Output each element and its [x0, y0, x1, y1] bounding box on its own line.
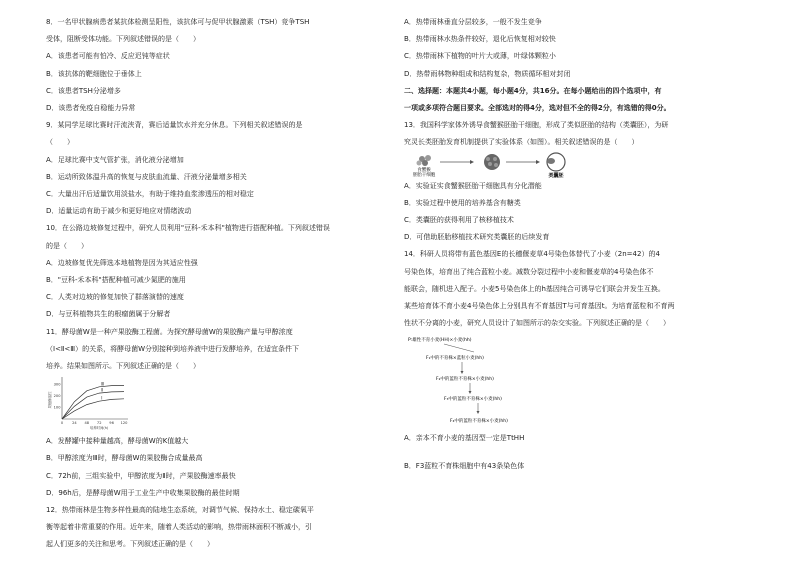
- q13-stem-2: 究灵长类胚胎发育机制提供了实验体系（如图）。相关叙述错误的是（ ）: [404, 138, 639, 147]
- q14-option-b[interactable]: B．F3蓝粒不育株细胞中有43条染色体: [404, 461, 525, 470]
- q14-stem-5: 性状不分离的小麦，研究人员设计了如图所示的杂交实验。下列叙述正确的是（ ）: [404, 319, 670, 328]
- q12-options: [404, 14, 754, 83]
- x-tick-label: 96: [109, 421, 114, 426]
- q11-option-d[interactable]: D．96h后，是酵母菌W用于工业生产中收集果胶酶的最佳时期: [46, 488, 240, 497]
- spacer: [404, 448, 754, 458]
- x-tick-label: 72: [96, 421, 102, 426]
- q8-option-c[interactable]: C．该患者TSH分泌增多: [46, 86, 121, 95]
- arrow-down-icon: [444, 344, 474, 352]
- arrow-down-icon: [477, 403, 480, 414]
- q11-chart-svg: [46, 375, 146, 433]
- question-10: [46, 220, 391, 323]
- x-tick-label: 120: [120, 421, 128, 426]
- q13-label-left-2: 胚胎干细胞: [412, 172, 436, 178]
- q10-option-c[interactable]: C．人类对边坡的修复加快了群落演替的速度: [46, 293, 184, 302]
- q14-stem-4: 某些培育体不育小麦4号染色体上分别具有不育基因T与可育基因t。为培育蓝粒和不育两: [404, 302, 675, 311]
- q10-option-b[interactable]: B．"豆科-禾本科"搭配种植可减少氮肥的施用: [46, 276, 186, 285]
- question-11: [46, 324, 391, 502]
- q13-option-c[interactable]: C．类囊胚的获得利用了核移植技术: [404, 216, 514, 225]
- q8-option-d[interactable]: D．该患者免疫自稳能力异常: [46, 104, 136, 113]
- right-column: [404, 14, 754, 475]
- series-line-1: [62, 386, 124, 420]
- q14-flowchart-svg: [404, 332, 604, 430]
- q10-option-a[interactable]: A．边坡修复优先筛选本地植物是因为其适应性强: [46, 258, 198, 267]
- flow-step-4: F₃中的蓝粒不育株×小麦(hh): [444, 397, 502, 403]
- q12-option-d[interactable]: D．热带雨林物种组成和结构复杂，物质循环相对封闭: [404, 69, 571, 78]
- q11-option-c[interactable]: C．72h前，三组实验中，甲醇浓度为Ⅱ时，产果胶酶速率最快: [46, 471, 236, 480]
- y-axis-label: 果胶酶活性: [48, 391, 52, 409]
- flow-step-1: P:雄性不育小麦(HH)×小麦(hh): [408, 338, 472, 344]
- q9-option-b[interactable]: B．运动所致体温升高的恢复与皮肤血流量、汗液分泌量增多相关: [46, 172, 247, 181]
- y-tick-label: 300: [53, 382, 61, 387]
- q11-option-b[interactable]: B．甲醇浓度为Ⅲ时，酵母菌W的果胶酶合成量最高: [46, 454, 203, 463]
- question-13: [404, 117, 754, 246]
- q12-stem-1: 12．热带雨林是生物多样性最高的陆地生态系统，对调节气候、保持水土、稳定碳氧平: [46, 506, 314, 515]
- q14-cross-flowchart: [404, 332, 604, 430]
- blastoid-icon: [547, 153, 565, 171]
- arrow-right-icon: [440, 160, 474, 164]
- arrow-down-icon: [461, 362, 464, 374]
- q11-stem-3: 培养。结果如图所示。下列叙述正确的是（ ）: [46, 362, 200, 371]
- q10-stem-1: 10．在公路边坡修复过程中，研究人员利用"豆科-禾本科"植物进行搭配种植。下列叙述错误: [46, 224, 330, 233]
- series-label: Ⅰ: [101, 395, 103, 401]
- question-8: [46, 14, 391, 117]
- q13-option-b[interactable]: B．实验过程中使用的培养基含有糖类: [404, 198, 521, 207]
- y-tick-label: 100: [53, 405, 61, 410]
- q8-stem-2: 受体，阻断受体功能。下列叙述错误的是（ ）: [46, 35, 200, 44]
- series-label: Ⅱ: [101, 387, 104, 393]
- q9-option-c[interactable]: C．大量出汗后适量饮用淡盐水，有助于维持血浆渗透压的相对稳定: [46, 190, 254, 199]
- q10-option-d[interactable]: D．与豆科植物共生的根瘤菌属于分解者: [46, 310, 171, 319]
- q11-line-chart: [46, 375, 146, 433]
- question-14: [404, 246, 754, 474]
- arrow-right-icon: [506, 160, 540, 164]
- series-line-3: [62, 399, 124, 419]
- x-axis-label: 培养时间(h): [89, 426, 109, 431]
- flow-step-2: F₁中的不育株×蓝粒小麦(hh): [426, 356, 484, 362]
- q13-diagram-svg: [410, 152, 590, 178]
- x-tick-label: 24: [72, 421, 77, 426]
- left-column: [46, 14, 391, 554]
- q12-option-b[interactable]: B．热带雨林水热条件较好，退化后恢复相对较快: [404, 35, 556, 44]
- q13-diagram: [410, 152, 590, 178]
- q12-stem-2: 衡等起着非常重要的作用。近年来，随着人类活动的影响，热带雨林面积不断减小，引: [46, 523, 312, 532]
- q13-option-d[interactable]: D．可借助胚胎移植技术研究类囊胚的后续发育: [404, 233, 550, 242]
- q12-option-c[interactable]: C．热带雨林下植物的叶片大或薄，叶绿体颗粒小: [404, 52, 556, 61]
- q14-stem-2: 号染色体，培育出了纯合蓝粒小麦。减数分裂过程中小麦和偃麦草的4号染色体不: [404, 267, 654, 276]
- question-12: [46, 502, 391, 554]
- stem-cell-icon: [417, 155, 432, 166]
- flow-step-5: F₄中的蓝粒不育株×小麦(hh): [450, 419, 508, 425]
- flow-step-3: F₂中的蓝粒不育株×小麦(hh): [436, 377, 494, 383]
- q9-option-a[interactable]: A．足球比赛中支气管扩张，消化液分泌增加: [46, 155, 184, 164]
- q9-stem-2: （ ）: [46, 138, 74, 147]
- q13-option-a[interactable]: A．实验证实食蟹猴胚胎干细胞具有分化潜能: [404, 181, 542, 190]
- q11-option-a[interactable]: A．发酵罐中接种量越高，酵母菌W的K值越大: [46, 437, 189, 446]
- arrow-down-icon: [469, 383, 472, 394]
- question-9: [46, 117, 391, 220]
- q13-label-right: 类囊胚: [548, 172, 564, 178]
- series-label: Ⅲ: [101, 381, 104, 387]
- cell-aggregate-icon: [484, 154, 500, 170]
- q11-stem-1: 11．酵母菌W是一种产果胶酶工程菌。为探究酵母菌W的果胶酶产量与甲醇浓度: [46, 327, 293, 336]
- q8-option-a[interactable]: A．该患者可能有怕冷、反应迟钝等症状: [46, 52, 170, 61]
- q10-stem-2: 的是（ ）: [46, 241, 88, 250]
- q8-stem-1: 8．一名甲状腺病患者某抗体检测呈阳性，该抗体可与促甲状腺激素（TSH）竞争TSH: [46, 18, 310, 26]
- section-2-heading-1: 二、选择题：本题共4小题，每小题4分，共16分。在每小题给出的四个选项中，有: [404, 86, 662, 95]
- q14-option-a[interactable]: A．亲本不育小麦的基因型一定是TtHH: [404, 434, 525, 443]
- q13-label-left-1: 食蟹猴: [417, 167, 431, 173]
- series-line-2: [62, 392, 124, 419]
- q8-option-b[interactable]: B．该抗体的靶细胞位于垂体上: [46, 69, 142, 78]
- q9-option-d[interactable]: D．适量运动有助于减少和更好地应对情绪波动: [46, 207, 192, 216]
- q13-stem-1: 13．我国科学家体外诱导食蟹猴胚胎干细胞，形成了类似胚胎的结构（类囊胚），为研: [404, 121, 669, 130]
- q14-stem-1: 14．科研人员将带有蓝色基因E的长穗偃麦草4号染色体替代了小麦（2n=42）的4: [404, 250, 660, 259]
- q12-stem-3: 起人们更多的关注和思考。下列叙述正确的是（ ）: [46, 540, 214, 549]
- q12-option-a[interactable]: A．热带雨林垂直分层较多，一般不发生竞争: [404, 18, 542, 26]
- q11-stem-2: （Ⅰ<Ⅱ<Ⅲ）的关系，将酵母菌W分别接种到培养液中进行发酵培养，在适宜条件下: [46, 344, 299, 353]
- y-tick-label: 200: [53, 394, 61, 399]
- q14-stem-3: 能联会，随机进入配子。小麦5号染色体上的h基因纯合可诱导它们联会并发生互换。: [404, 284, 665, 293]
- q9-stem-1: 9．某同学足球比赛时汗流浃背，赛后适量饮水并充分休息。下列相关叙述错误的是: [46, 121, 303, 130]
- section-2-heading-2: 一项或多项符合题目要求。全部选对的得4分，选对但不全的得2分，有选错的得0分。: [404, 104, 671, 113]
- x-tick-label: 0: [60, 421, 64, 426]
- x-tick-label: 48: [84, 421, 90, 426]
